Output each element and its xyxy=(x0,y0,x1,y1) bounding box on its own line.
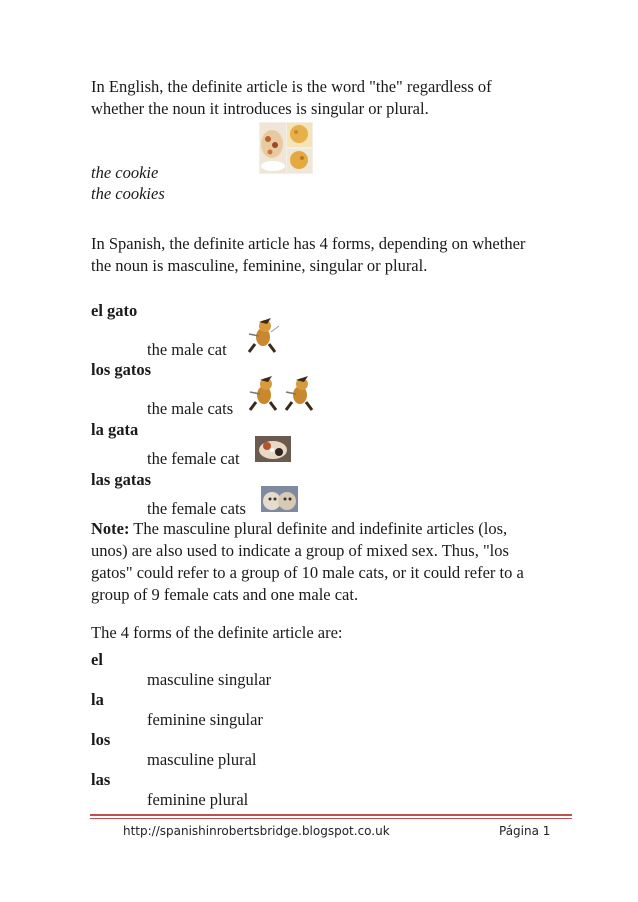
cat-illustration xyxy=(245,316,281,354)
intro-line-1: In English, the definite article is the word "the" regardless of xyxy=(91,77,492,96)
note-line-2: unos) are also used to indicate a group of mixed sex. Thus, "los xyxy=(91,541,509,560)
note-line-1 xyxy=(91,518,507,540)
cat-illustration xyxy=(282,374,318,412)
cat-photo xyxy=(261,486,298,512)
cookie-photo xyxy=(259,122,313,174)
footer-page-number: Página 1 xyxy=(499,824,551,838)
example-cookies: the cookies xyxy=(91,184,165,203)
form-desc-feminine-singular: feminine singular xyxy=(147,710,263,729)
note-label: Note: xyxy=(91,519,130,538)
cat-photo xyxy=(255,436,291,462)
form-desc-feminine-plural: feminine plural xyxy=(147,790,249,809)
note-line-3: gatos" could refer to a group of 10 male cats, or it could refer to a xyxy=(91,563,524,582)
form-term-la: la xyxy=(91,690,104,709)
form-term-los: los xyxy=(91,730,111,749)
intro-line-2: whether the noun it introduces is singular or plural. xyxy=(91,99,429,118)
note-line-4: group of 9 female cats and one male cat. xyxy=(91,585,359,604)
gloss-male-cats: the male cats xyxy=(147,399,234,418)
gloss-female-cat: the female cat xyxy=(147,449,240,468)
term-el-gato: el gato xyxy=(91,301,138,320)
footer-rule xyxy=(90,814,572,816)
footer-rule-thin xyxy=(90,818,572,819)
form-desc-masculine-singular: masculine singular xyxy=(147,670,272,689)
form-term-el: el xyxy=(91,650,103,669)
forms-heading: The 4 forms of the definite article are: xyxy=(91,623,343,642)
form-term-las: las xyxy=(91,770,111,789)
spanish-line-2: the noun is masculine, feminine, singular or plural. xyxy=(91,256,428,275)
example-cookie: the cookie xyxy=(91,163,159,182)
form-desc-masculine-plural: masculine plural xyxy=(147,750,257,769)
gloss-female-cats: the female cats xyxy=(147,499,246,518)
term-la-gata: la gata xyxy=(91,420,139,439)
spanish-line-1: In Spanish, the definite article has 4 forms, depending on whether xyxy=(91,234,526,253)
note-text: The masculine plural definite and indefinite articles (los, xyxy=(129,519,508,538)
term-los-gatos: los gatos xyxy=(91,360,152,379)
footer-url[interactable]: http://spanishinrobertsbridge.blogspot.co.uk xyxy=(123,824,390,838)
gloss-male-cat: the male cat xyxy=(147,340,227,359)
term-las-gatas: las gatas xyxy=(91,470,152,489)
cat-illustration xyxy=(246,374,282,412)
